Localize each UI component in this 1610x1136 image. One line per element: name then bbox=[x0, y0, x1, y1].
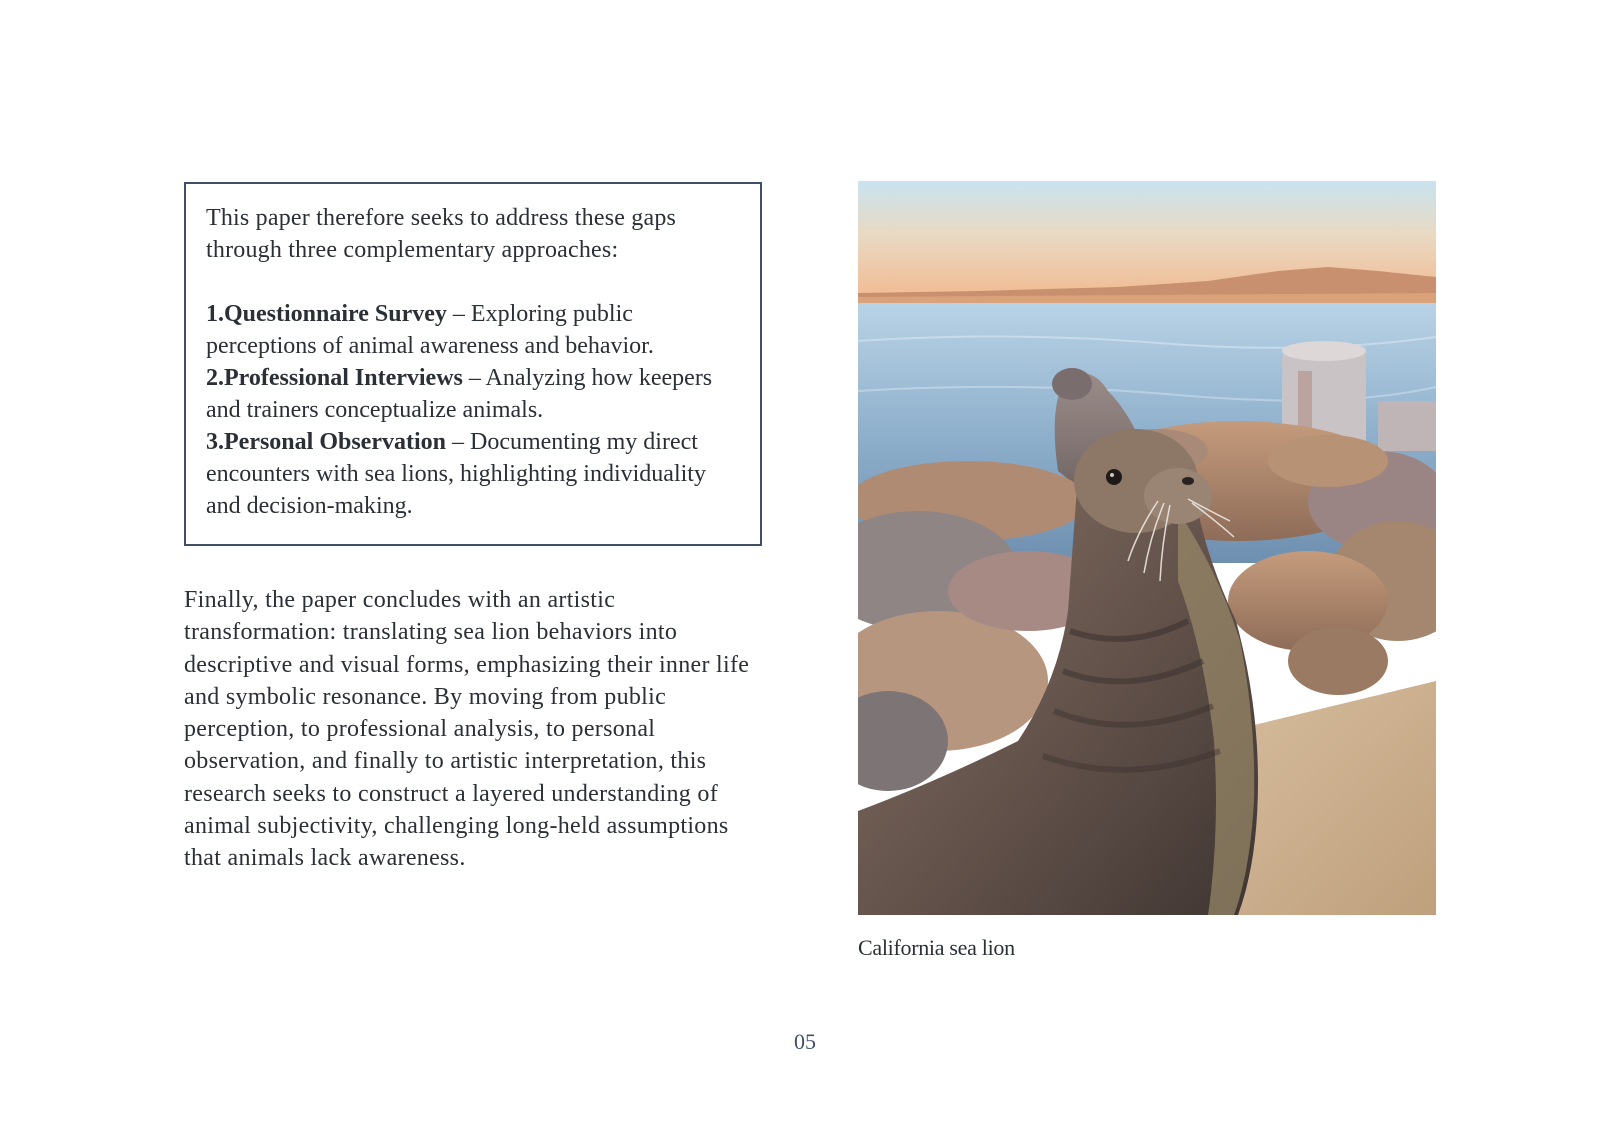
callout-box bbox=[184, 182, 762, 546]
approach-item-observation bbox=[206, 426, 740, 522]
approach-desc: – Documenting my direct encounters with sea lions, highlighting individuality and decision-making. bbox=[206, 429, 706, 519]
approach-list bbox=[206, 298, 740, 522]
photo-caption: California sea lion bbox=[858, 935, 1015, 960]
approach-title: 2.Professional Interviews bbox=[206, 365, 463, 391]
approach-title: 1.Questionnaire Survey bbox=[206, 301, 447, 327]
sea-lion-photo bbox=[858, 181, 1436, 915]
body-paragraph-text: Finally, the paper concludes with an artistic transformation: translating sea lion behaviors into descriptive and visual forms, emphasizing their inner life and symbolic resonance. By moving from public perception, to professional analysis, to personal observation, and finally to artistic interpretation, this research seeks to construct a layered understanding of animal subjectivity, challenging long-held assumptions that animals lack awareness. bbox=[184, 587, 750, 872]
approach-item-interviews bbox=[206, 362, 740, 426]
approach-title: 3.Personal Observation bbox=[206, 429, 446, 455]
approach-desc: – Exploring public perceptions of animal awareness and behavior. bbox=[206, 301, 654, 359]
page-number: 05 bbox=[794, 1029, 816, 1054]
callout-intro: This paper therefore seeks to address these gaps through three complementary approaches: bbox=[206, 205, 677, 263]
body-paragraph bbox=[184, 584, 764, 875]
approach-item-survey bbox=[206, 298, 740, 362]
sea-lion-illustration bbox=[858, 181, 1436, 915]
approach-desc: – Analyzing how keepers and trainers conceptualize animals. bbox=[206, 365, 713, 423]
